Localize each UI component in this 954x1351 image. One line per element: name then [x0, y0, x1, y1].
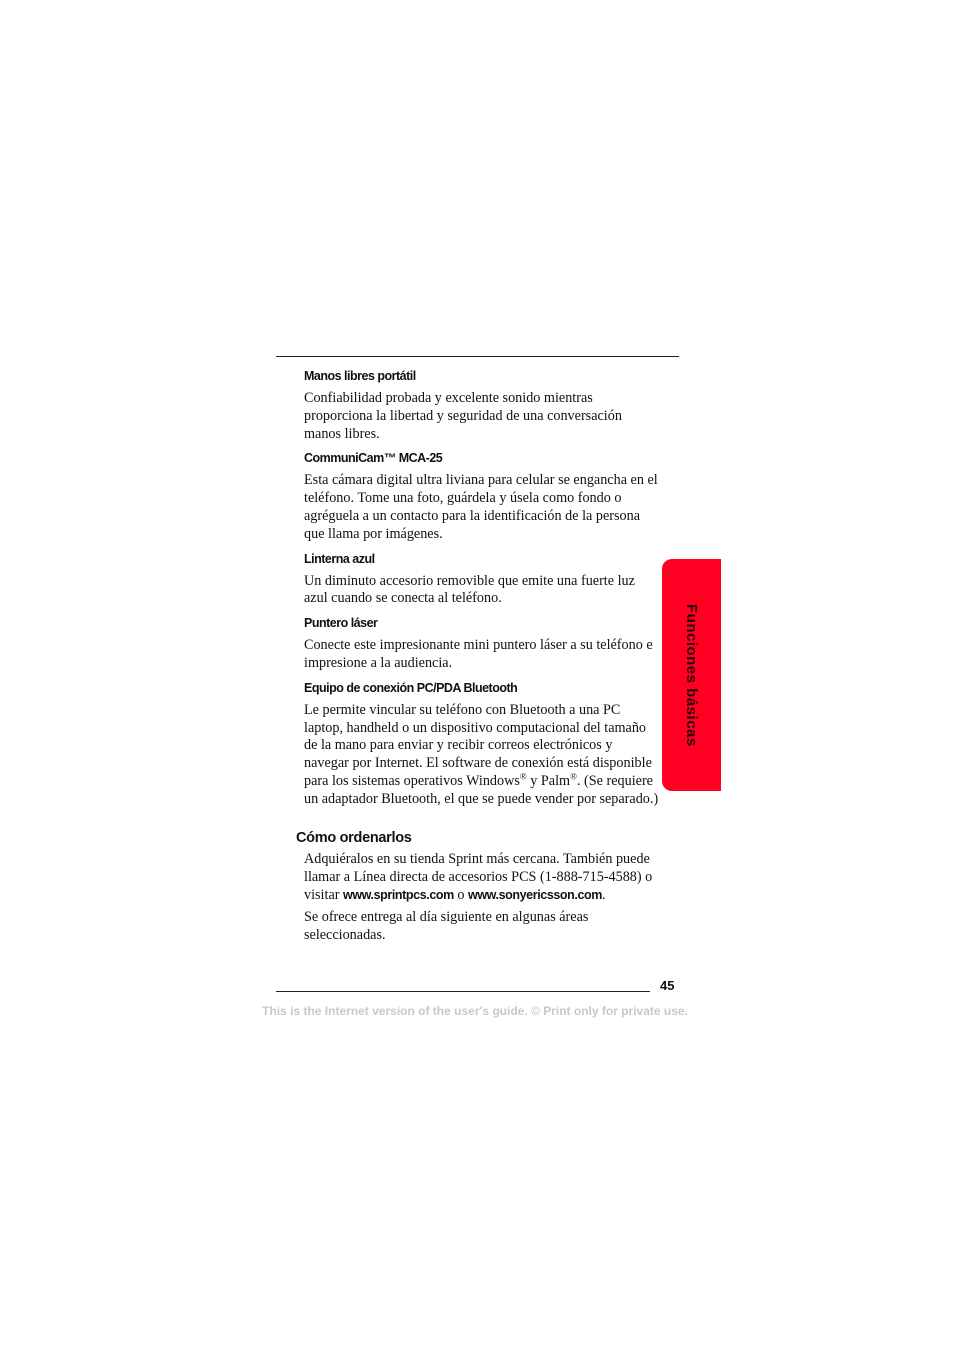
bluetooth-text-b: y Palm [526, 772, 571, 789]
registered-mark: ® [570, 771, 577, 782]
order-text-a: Adquiéralos en su tienda Sprint más cercana. También puede llamar a Línea directa de accesorios PCS (1-888-715-4588) o visitar [304, 851, 653, 903]
sonyericsson-link[interactable]: www.sonyericsson.com [468, 887, 602, 902]
delivery-paragraph: Se ofrece entrega al día siguiente en algunas áreas seleccionadas. [304, 909, 589, 944]
footer-note: This is the Internet version of the user's guide. © Print only for private use. [262, 1004, 688, 1018]
section-heading-manos-libres: Manos libres portátil [304, 369, 416, 383]
section-body-communicam: Esta cámara digital ultra liviana para celular se engancha en el teléfono. Tome una foto, guárdela y úsela como fondo o agréguela a un contacto para la identificación de la persona que llama por imágenes. [304, 472, 658, 542]
section-heading-puntero: Puntero láser [304, 616, 378, 631]
section-body-manos-libres: Confiabilidad probada y excelente sonido mientras proporciona la libertad y seguridad de una conversación manos libres. [304, 390, 622, 442]
chapter-side-tab [662, 559, 721, 791]
page-number: 45 [660, 978, 675, 993]
order-section [304, 851, 664, 950]
order-heading: Cómo ordenarlos [296, 830, 412, 846]
section-heading-linterna: Linterna azul [304, 551, 375, 566]
order-text-mid: o [453, 886, 469, 903]
section-heading-communicam: CommuniCam™ MCA-25 [304, 451, 443, 466]
bluetooth-text-c: . (Se requiere un adaptador Bluetooth, el que se puede vender por separado.) [304, 772, 659, 807]
section-heading-bluetooth: Equipo de conexión PC/PDA Bluetooth [304, 680, 518, 695]
bluetooth-text-a: Le permite vincular su teléfono con Bluetooth a una PC laptop, handheld o un dispositivo computacional del tamaño de la mano para enviar y recibir correos electrónicos y navegar por Internet. El software de conexión está disponible para los sistemas operativos Windows [304, 701, 652, 789]
order-text-end: . [601, 886, 606, 903]
section-body-bluetooth [304, 702, 660, 809]
order-paragraph [304, 851, 664, 904]
registered-mark: ® [519, 771, 527, 782]
accessories-list [304, 368, 660, 816]
top-rule [276, 356, 679, 357]
bottom-rule [276, 991, 650, 992]
chapter-tab-label: Funciones básicas [683, 603, 700, 747]
sprintpcs-link[interactable]: www.sprintpcs.com [343, 887, 454, 902]
section-body-puntero: Conecte este impresionante mini puntero láser a su teléfono e impresione a la audiencia. [304, 637, 653, 671]
section-body-linterna: Un diminuto accesorio removible que emite una fuerte luz azul cuando se conecta al teléfono. [304, 572, 635, 607]
